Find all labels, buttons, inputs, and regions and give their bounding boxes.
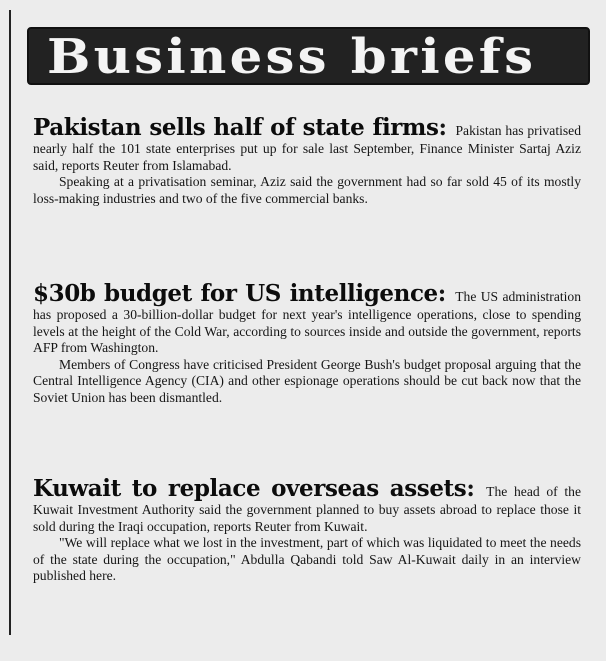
section-title: Business briefs <box>47 29 537 85</box>
brief-lead-paragraph: Pakistan sells half of state firms: Pakistan has privatised nearly half the 101 state enterprises put up for sale last September, Finance Minister Sartaj Aziz said, reports Reuter from Islamabad. <box>33 114 581 173</box>
brief-paragraph: Speaking at a privatisation seminar, Aziz said the government had so far sold 45 of its mostly loss-making industries and two of the five commercial banks. <box>33 174 581 206</box>
brief-pakistan <box>33 115 581 207</box>
section-banner <box>27 27 590 85</box>
brief-lead-paragraph: $30b budget for US intelligence: The US administration has proposed a 30-billion-dollar budget for next year's intelligence operations, close to spending levels at the height of the Cold War, according to sources inside and outside the government, reports AFP from Washington. <box>33 280 581 356</box>
brief-headline: Kuwait to replace overseas assets <box>33 475 467 502</box>
brief-us-intelligence <box>33 281 581 407</box>
brief-lead-paragraph: Kuwait to replace overseas assets: The head of the Kuwait Investment Authority said the government planned to buy assets abroad to replace those it sold during the Iraqi occupation, reports Reuter from Kuwait. <box>33 475 581 534</box>
brief-kuwait <box>33 476 581 585</box>
brief-lead-text: The US administration has proposed a 30-billion-dollar budget for next year's intelligence operations, close to spending levels at the height of the Cold War, according to sources inside and outside the government, reports AFP from Washington. <box>33 289 581 356</box>
brief-headline: Pakistan sells half of state firms <box>33 114 439 141</box>
brief-lead-text: Pakistan has privatised nearly half the 101 state enterprises put up for sale last September, Finance Minister Sartaj Aziz said, reports Reuter from Islamabad. <box>33 123 581 173</box>
brief-paragraph: "We will replace what we lost in the investment, part of which was liquidated to meet the needs of the state during the occupation," Abdulla Qabandi told Saw Al-Kuwait daily in an interview published here. <box>33 535 581 584</box>
brief-paragraph: Members of Congress have criticised President George Bush's budget proposal arguing that the Central Intelligence Agency (CIA) and other espionage operations should be cut back now that the Soviet Union has been dismantled. <box>33 356 581 405</box>
brief-lead-text: The head of the Kuwait Investment Authority said the government planned to buy assets abroad to replace those it sold during the Iraqi occupation, reports Reuter from Kuwait. <box>33 484 581 534</box>
column-rule <box>9 10 11 635</box>
brief-headline: $30b budget for US intelligence <box>33 280 438 307</box>
